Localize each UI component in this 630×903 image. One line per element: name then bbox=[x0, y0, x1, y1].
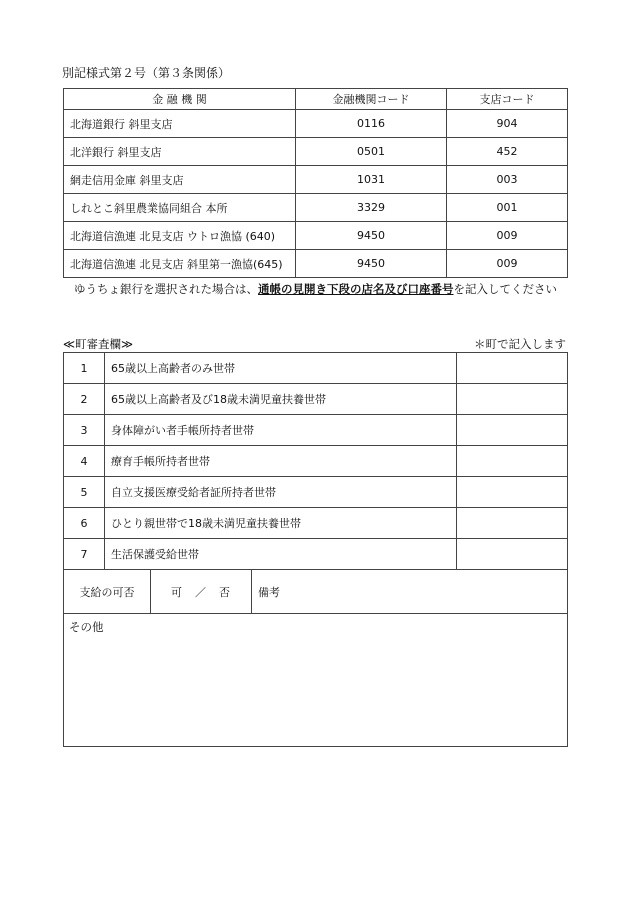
bank-code: 1031 bbox=[296, 166, 447, 194]
review-no: 2 bbox=[64, 384, 105, 415]
review-row bbox=[64, 384, 568, 415]
review-no: 1 bbox=[64, 353, 105, 384]
table-row bbox=[64, 138, 568, 166]
review-row bbox=[64, 539, 568, 570]
judgement-table bbox=[63, 569, 568, 614]
review-check-cell[interactable] bbox=[457, 384, 568, 415]
review-row bbox=[64, 353, 568, 384]
bank-name: 北海道信漁連 北見支店 斜里第一漁協(645) bbox=[64, 250, 296, 278]
bank-table bbox=[63, 88, 568, 278]
branch-code: 009 bbox=[447, 222, 568, 250]
table-row bbox=[64, 166, 568, 194]
review-check-cell[interactable] bbox=[457, 477, 568, 508]
branch-code: 003 bbox=[447, 166, 568, 194]
bank-name: 網走信用金庫 斜里支店 bbox=[64, 166, 296, 194]
review-label: 65歳以上高齢者及び18歳未満児童扶養世帯 bbox=[105, 384, 457, 415]
remarks-label: 備考 bbox=[252, 570, 568, 614]
review-no: 7 bbox=[64, 539, 105, 570]
bank-name: 北洋銀行 斜里支店 bbox=[64, 138, 296, 166]
table-row bbox=[64, 110, 568, 138]
review-no: 3 bbox=[64, 415, 105, 446]
table-row bbox=[64, 250, 568, 278]
review-label: ひとり親世帯で18歳未満児童扶養世帯 bbox=[105, 508, 457, 539]
form-title: 別記様式第２号（第３条関係） bbox=[62, 66, 231, 80]
bank-name: 北海道銀行 斜里支店 bbox=[64, 110, 296, 138]
review-no: 5 bbox=[64, 477, 105, 508]
review-label: 自立支援医療受給者証所持者世帯 bbox=[105, 477, 457, 508]
branch-code: 009 bbox=[447, 250, 568, 278]
note-suffix: を記入してください bbox=[453, 282, 557, 296]
header-bank: 金 融 機 関 bbox=[64, 89, 296, 110]
bank-code: 0501 bbox=[296, 138, 447, 166]
review-table bbox=[63, 352, 568, 570]
note-emphasis: 通帳の見開き下段の店名及び口座番号 bbox=[258, 282, 454, 296]
bank-code: 9450 bbox=[296, 222, 447, 250]
branch-code: 452 bbox=[447, 138, 568, 166]
note-prefix: ゆうちょ銀行を選択された場合は、 bbox=[74, 282, 258, 296]
bank-code: 0116 bbox=[296, 110, 447, 138]
review-row bbox=[64, 446, 568, 477]
other-box[interactable] bbox=[63, 613, 568, 747]
judgement-row bbox=[64, 570, 568, 614]
review-check-cell[interactable] bbox=[457, 508, 568, 539]
review-no: 4 bbox=[64, 446, 105, 477]
judgement-label: 支給の可否 bbox=[64, 570, 151, 614]
review-label: 身体障がい者手帳所持者世帯 bbox=[105, 415, 457, 446]
header-branch-code: 支店コード bbox=[447, 89, 568, 110]
review-check-cell[interactable] bbox=[457, 539, 568, 570]
bank-name: しれとこ斜里農業協同組合 本所 bbox=[64, 194, 296, 222]
review-row bbox=[64, 508, 568, 539]
review-check-cell[interactable] bbox=[457, 415, 568, 446]
bank-code: 9450 bbox=[296, 250, 447, 278]
other-label: その他 bbox=[69, 620, 104, 634]
review-row bbox=[64, 415, 568, 446]
review-section-title: ≪町審査欄≫ bbox=[63, 337, 134, 351]
table-row bbox=[64, 194, 568, 222]
bank-code: 3329 bbox=[296, 194, 447, 222]
review-label: 65歳以上高齢者のみ世帯 bbox=[105, 353, 457, 384]
bank-table-header bbox=[64, 89, 568, 110]
branch-code: 904 bbox=[447, 110, 568, 138]
review-label: 療育手帳所持者世帯 bbox=[105, 446, 457, 477]
yucho-note bbox=[74, 281, 557, 297]
judgement-options[interactable]: 可 ／ 否 bbox=[151, 570, 252, 614]
bank-name: 北海道信漁連 北見支店 ウトロ漁協 (640) bbox=[64, 222, 296, 250]
header-bank-code: 金融機関コード bbox=[296, 89, 447, 110]
review-check-cell[interactable] bbox=[457, 446, 568, 477]
branch-code: 001 bbox=[447, 194, 568, 222]
review-label: 生活保護受給世帯 bbox=[105, 539, 457, 570]
table-row bbox=[64, 222, 568, 250]
review-check-cell[interactable] bbox=[457, 353, 568, 384]
review-row bbox=[64, 477, 568, 508]
review-no: 6 bbox=[64, 508, 105, 539]
review-section-note: ＊町で記入します bbox=[474, 337, 566, 351]
